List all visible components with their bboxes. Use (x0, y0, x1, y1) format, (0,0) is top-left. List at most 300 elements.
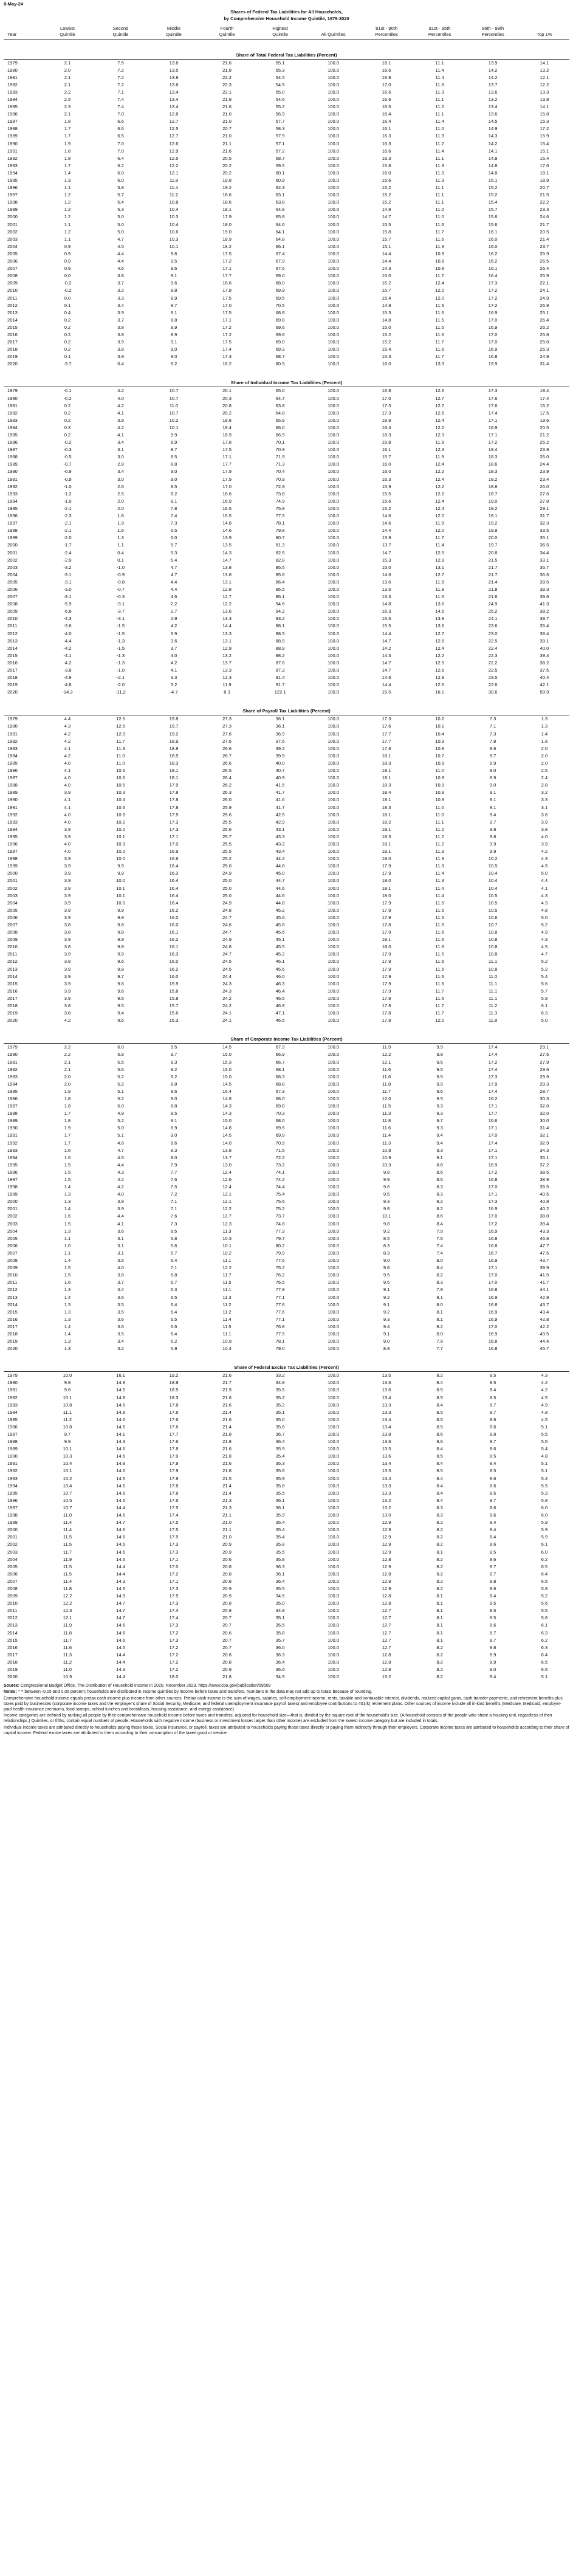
value-cell: 1.5 (64, 1169, 71, 1175)
table-row (4, 1445, 569, 1453)
value-cell: 16.1 (488, 229, 498, 235)
value-cell: 17.5 (222, 309, 232, 315)
value-cell: 35.1 (275, 1615, 285, 1621)
year-cell: 2017 (7, 1651, 18, 1658)
value-cell: 100.0 (328, 768, 340, 774)
value-cell: 100.0 (328, 1380, 340, 1386)
year-cell: 2015 (7, 324, 18, 330)
year-cell: 2003 (7, 1549, 18, 1555)
value-cell: 100.0 (328, 638, 340, 644)
value-cell: 10.7 (63, 1490, 72, 1496)
value-cell: 17.4 (169, 1608, 179, 1614)
value-cell: 14.4 (222, 623, 232, 629)
year-cell: 1982 (7, 738, 18, 744)
value-cell: 18.1 (382, 811, 391, 818)
year-cell: 2015 (7, 652, 18, 658)
value-cell: 1.8 (64, 1095, 71, 1101)
value-cell: 21.6 (222, 1372, 232, 1379)
value-cell: -5.9 (63, 601, 72, 607)
value-cell: 67.6 (275, 266, 285, 272)
table-row (4, 608, 569, 615)
value-cell: 17.5 (222, 250, 232, 257)
value-cell: 4.2 (117, 424, 124, 430)
value-cell: 8.1 (436, 1294, 443, 1300)
value-cell: 2.5 (117, 491, 124, 497)
value-cell: 18.1 (382, 797, 391, 803)
value-cell: 6.6 (117, 119, 124, 125)
value-cell: 11.0 (435, 811, 444, 818)
value-cell: 100.0 (328, 870, 340, 876)
value-cell: 15.2 (382, 339, 391, 345)
value-cell: 8.4 (436, 1446, 443, 1452)
value-cell: 100.0 (328, 498, 340, 504)
value-cell: 5.0 (117, 1125, 124, 1131)
year-cell: 2020 (7, 1018, 18, 1024)
value-cell: 25.1 (540, 309, 549, 315)
table-row (4, 295, 569, 302)
value-cell: 12.0 (382, 1095, 391, 1101)
value-cell: -3.0 (63, 586, 72, 592)
value-cell: 12.0 (435, 295, 444, 301)
value-cell: 0.2 (64, 417, 71, 423)
value-cell: 16.9 (488, 424, 498, 430)
value-cell: 100.0 (328, 1424, 340, 1430)
value-cell: 15.6 (382, 177, 391, 183)
value-cell: 9.0 (170, 476, 177, 482)
value-cell: 17.2 (222, 258, 232, 264)
value-cell: 2.8 (541, 782, 548, 788)
value-cell: 11.2 (435, 841, 444, 847)
value-cell: 12.8 (382, 1593, 391, 1599)
value-cell: 35.0 (275, 1600, 285, 1607)
value-cell: 18.1 (222, 207, 232, 213)
value-cell: 13.4 (382, 1416, 391, 1422)
value-cell: 11.5 (222, 1279, 232, 1286)
value-cell: 87.6 (275, 659, 285, 666)
value-cell: 25.5 (222, 819, 232, 825)
value-cell: 21.3 (222, 1504, 232, 1510)
year-cell: 2016 (7, 659, 18, 666)
table-row (4, 1242, 569, 1250)
year-cell: 2003 (7, 564, 18, 570)
value-cell: 35.5 (275, 1387, 285, 1393)
table-row (4, 1017, 569, 1024)
value-cell: 100.0 (328, 623, 340, 629)
value-cell: 17.3 (382, 402, 391, 408)
value-cell: 20.8 (222, 1563, 232, 1569)
value-cell: 43.7 (540, 1301, 549, 1307)
value-cell: 17.5 (540, 410, 549, 416)
value-cell: 15.8 (169, 995, 179, 1001)
value-cell: 100.0 (328, 447, 340, 453)
value-cell: -0.7 (116, 586, 125, 592)
value-cell: 17.9 (382, 929, 391, 935)
value-cell: 21.2 (540, 432, 549, 438)
value-cell: 10.5 (488, 892, 498, 898)
value-cell: 9.5 (170, 258, 177, 264)
value-cell: 12.8 (382, 1659, 391, 1665)
value-cell: 20.7 (222, 1622, 232, 1628)
value-cell: 9.8 (383, 1221, 390, 1227)
value-cell: 21.6 (222, 148, 232, 154)
value-cell: 11.6 (435, 980, 444, 987)
value-cell: 8.2 (436, 1674, 443, 1680)
value-cell: 35.2 (275, 1402, 285, 1408)
value-cell: 8.5 (489, 1490, 496, 1496)
value-cell: 38.0 (540, 1213, 549, 1219)
value-cell: 35.6 (275, 1424, 285, 1430)
value-cell: 100.0 (328, 288, 340, 294)
value-cell: 3.6 (541, 811, 548, 818)
value-cell: 7.4 (436, 1242, 443, 1248)
value-cell: 17.9 (382, 951, 391, 957)
year-cell: 1997 (7, 1504, 18, 1510)
year-cell: 2005 (7, 250, 18, 257)
value-cell: 15.7 (169, 1003, 179, 1009)
value-cell: 8.8 (170, 461, 177, 467)
value-cell: 11.0 (489, 973, 498, 979)
year-cell: 1979 (7, 1372, 18, 1379)
value-cell: 17.7 (382, 731, 391, 737)
value-cell: 6.5 (541, 1563, 548, 1569)
value-cell: 11.5 (435, 907, 444, 913)
value-cell: 17.0 (488, 331, 498, 337)
value-cell: 17.0 (169, 1563, 179, 1569)
value-cell: 16.0 (382, 361, 391, 367)
value-cell: 8.0 (436, 1331, 443, 1337)
value-cell: 4.8 (541, 1453, 548, 1459)
value-cell: 12.9 (382, 1549, 391, 1555)
value-cell: 6.6 (541, 1667, 548, 1672)
value-cell: 13.3 (540, 89, 549, 95)
value-cell: 1.2 (64, 207, 71, 213)
value-cell: 8.7 (489, 1563, 496, 1569)
value-cell: 12.5 (116, 716, 125, 722)
value-cell: 15.2 (382, 331, 391, 337)
value-cell: -2.1 (63, 528, 72, 534)
value-cell: 69.8 (275, 317, 285, 323)
value-cell: 11.1 (222, 1331, 232, 1337)
value-cell: 1.6 (64, 1154, 71, 1160)
value-cell: 3.9 (117, 309, 124, 315)
year-cell: 1998 (7, 199, 18, 205)
value-cell: 6.0 (541, 1549, 548, 1555)
value-cell: 9.8 (489, 833, 496, 839)
value-cell: 36.9 (275, 731, 285, 737)
value-cell: 100.0 (328, 1585, 340, 1591)
value-cell: 100.0 (328, 804, 340, 810)
value-cell: 14.6 (116, 1527, 125, 1533)
value-cell: 4.1 (117, 410, 124, 416)
value-cell: 23.5 (488, 675, 498, 681)
value-cell: 13.2 (540, 67, 549, 73)
value-cell: 66.0 (275, 424, 285, 430)
value-cell: 9.1 (383, 1301, 390, 1307)
value-cell: 13.5 (382, 1372, 391, 1379)
value-cell: 11.1 (435, 96, 444, 102)
value-cell: 3.8 (64, 929, 71, 935)
value-cell: 80.2 (275, 1242, 285, 1248)
year-cell: 2009 (7, 1593, 18, 1599)
value-cell: -3.1 (116, 601, 125, 607)
value-cell: 4.2 (117, 388, 124, 394)
value-cell: 11.9 (435, 454, 444, 460)
value-cell: 8.6 (489, 1512, 496, 1518)
value-cell: 21.0 (222, 133, 232, 139)
value-cell: 13.6 (382, 1380, 391, 1386)
table-row (4, 103, 569, 111)
value-cell: 41.5 (540, 1272, 549, 1278)
value-cell: 5.9 (170, 1346, 177, 1352)
value-cell: 18.1 (382, 826, 391, 832)
value-cell: 12.5 (435, 549, 444, 556)
value-cell: 9.9 (436, 1081, 443, 1087)
value-cell: 11.5 (435, 951, 444, 957)
value-cell: 13.3 (435, 361, 444, 367)
value-cell: 8.6 (436, 1169, 443, 1175)
column-header: Middle Quintile (147, 22, 201, 40)
year-cell: 2013 (7, 1622, 18, 1628)
value-cell: 24.5 (222, 959, 232, 965)
value-cell: 11.9 (435, 520, 444, 526)
value-cell: 11.4 (435, 885, 444, 891)
value-cell: 4.1 (117, 432, 124, 438)
value-cell: 31.4 (540, 1125, 549, 1131)
value-cell: 12.8 (382, 1556, 391, 1562)
value-cell: 5.9 (541, 995, 548, 1001)
value-cell: -1.3 (116, 659, 125, 666)
value-cell: 8.8 (170, 1103, 177, 1109)
value-cell: 78.1 (275, 520, 285, 526)
value-cell: 16.8 (488, 1338, 498, 1345)
table-row (4, 1162, 569, 1169)
value-cell: 25.5 (222, 849, 232, 855)
value-cell: 9.5 (436, 1095, 443, 1101)
table-row (4, 1235, 569, 1242)
section-title-row (4, 40, 569, 59)
value-cell: 9.3 (383, 1199, 390, 1205)
value-cell: 14.1 (540, 60, 549, 66)
value-cell: 35.6 (275, 1468, 285, 1474)
value-cell: 4.4 (541, 878, 548, 884)
value-cell: 2.5 (64, 96, 71, 102)
year-cell: 2014 (7, 317, 18, 323)
value-cell: 100.0 (328, 1184, 340, 1190)
value-cell: 16.0 (488, 243, 498, 249)
table-row (4, 287, 569, 294)
value-cell: 100.0 (328, 491, 340, 497)
value-cell: 6.4 (541, 1651, 548, 1658)
value-cell: 16.1 (169, 929, 179, 935)
year-cell: 1997 (7, 520, 18, 526)
value-cell: 75.2 (275, 1265, 285, 1271)
value-cell: 5.7 (170, 1250, 177, 1256)
value-cell: 17.0 (488, 339, 498, 345)
table-row (4, 1154, 569, 1162)
value-cell: 69.0 (275, 339, 285, 345)
value-cell: 14.3 (116, 1578, 125, 1584)
value-cell: 12.7 (222, 1213, 232, 1219)
value-cell: 26.5 (540, 258, 549, 264)
value-cell: 14.4 (382, 258, 391, 264)
value-cell: 11.3 (435, 863, 444, 869)
value-cell: 12.4 (435, 498, 444, 504)
value-cell: 9.3 (436, 1125, 443, 1131)
value-cell: 17.9 (382, 980, 391, 987)
value-cell: 14.6 (222, 528, 232, 534)
value-cell: 13.5 (222, 542, 232, 548)
value-cell: 5.9 (541, 1527, 548, 1533)
value-cell: 12.4 (435, 645, 444, 651)
value-cell: 91.4 (275, 675, 285, 681)
value-cell: 5.1 (541, 1461, 548, 1467)
value-cell: 14.6 (116, 1549, 125, 1555)
value-cell: 15.8 (382, 162, 391, 168)
value-cell: 100.0 (328, 1095, 340, 1101)
value-cell: 35.7 (540, 564, 549, 570)
value-cell: 73.7 (275, 1213, 285, 1219)
table-row (4, 1010, 569, 1017)
value-cell: 10.4 (488, 870, 498, 876)
year-cell: 1992 (7, 1140, 18, 1146)
table-row (4, 439, 569, 446)
value-cell: 100.0 (328, 1287, 340, 1293)
value-cell: 10.8 (169, 199, 179, 205)
year-cell: 1992 (7, 483, 18, 489)
value-cell: 9.2 (383, 1228, 390, 1234)
value-cell: 16.0 (169, 973, 179, 979)
year-cell: 1982 (7, 410, 18, 416)
value-cell: 15.6 (169, 1010, 179, 1016)
value-cell: 8.7 (170, 447, 177, 453)
value-cell: 5.1 (541, 1468, 548, 1474)
value-cell: 21.6 (222, 60, 232, 66)
value-cell: 12.7 (382, 1644, 391, 1650)
value-cell: 100.0 (328, 557, 340, 563)
value-cell: 24.4 (222, 973, 232, 979)
source-line (4, 1683, 569, 1689)
value-cell: 2.1 (64, 1059, 71, 1065)
value-cell: 0.1 (64, 354, 71, 360)
value-cell: 3.8 (64, 1003, 71, 1009)
table-row (4, 1183, 569, 1191)
value-cell: 17.2 (488, 1221, 498, 1227)
table-row (4, 900, 569, 907)
value-cell: 20.6 (222, 1556, 232, 1562)
year-cell: 2007 (7, 1578, 18, 1584)
value-cell: 32.3 (540, 520, 549, 526)
value-cell: 100.0 (328, 579, 340, 585)
value-cell: 18.6 (222, 192, 232, 198)
value-cell: 14.6 (116, 1416, 125, 1422)
value-cell: 23.4 (540, 476, 549, 482)
value-cell: 100.0 (328, 892, 340, 898)
table-row (4, 1345, 569, 1352)
value-cell: 17.3 (222, 354, 232, 360)
value-cell: 16.2 (169, 937, 179, 943)
value-cell: -11.2 (115, 689, 126, 695)
table-row (4, 579, 569, 586)
value-cell: 4.1 (117, 1221, 124, 1227)
value-cell: 25.7 (222, 833, 232, 839)
value-cell: 36.1 (275, 723, 285, 729)
value-cell: 9.0 (170, 354, 177, 360)
value-cell: 4.9 (117, 1111, 124, 1117)
value-cell: 14.8 (116, 1380, 125, 1386)
value-cell: 17.9 (382, 863, 391, 869)
value-cell: 15.3 (222, 1059, 232, 1065)
value-cell: 5.2 (541, 1593, 548, 1599)
value-cell: 12.9 (222, 645, 232, 651)
value-cell: 100.0 (328, 1147, 340, 1153)
value-cell: 27.9 (540, 1059, 549, 1065)
table-row (4, 250, 569, 258)
value-cell: 3.4 (117, 439, 124, 446)
value-cell: 15.3 (382, 557, 391, 563)
value-cell: 69.5 (275, 1125, 285, 1131)
value-cell: 14.1 (540, 104, 549, 110)
value-cell: 24.8 (222, 944, 232, 950)
value-cell: 6.4 (170, 1301, 177, 1307)
value-cell: -3.1 (63, 594, 72, 600)
value-cell: 6.0 (541, 1504, 548, 1510)
value-cell: 19.0 (488, 498, 498, 504)
value-cell: 8.2 (436, 1578, 443, 1584)
value-cell: 9.1 (170, 1118, 177, 1124)
value-cell: 13.3 (222, 667, 232, 673)
value-cell: 25.8 (540, 331, 549, 337)
value-cell: 10.5 (116, 811, 125, 818)
value-cell: 10.3 (116, 841, 125, 847)
value-cell: 11.3 (63, 1651, 72, 1658)
value-cell: 9.8 (489, 826, 496, 832)
value-cell: 9.7 (64, 1431, 71, 1437)
value-cell: -1.5 (116, 645, 125, 651)
value-cell: 14.3 (222, 549, 232, 556)
year-cell: 1996 (7, 1169, 18, 1175)
value-cell: 18.0 (382, 856, 391, 862)
value-cell: 5.2 (541, 922, 548, 928)
value-cell: 10.7 (169, 410, 179, 416)
value-cell: 1.4 (541, 731, 548, 737)
value-cell: 14.2 (382, 645, 391, 651)
value-cell: 3.8 (117, 1272, 124, 1278)
year-cell: 2014 (7, 1630, 18, 1636)
value-cell: 11.1 (435, 192, 444, 198)
value-cell: 11.2 (222, 1301, 232, 1307)
value-cell: 16.9 (169, 849, 179, 855)
value-cell: 10.2 (169, 417, 179, 423)
value-cell: 40.4 (540, 675, 549, 681)
value-cell: 12.2 (222, 1206, 232, 1212)
value-cell: 100.0 (328, 1169, 340, 1175)
value-cell: 11.9 (222, 682, 232, 688)
year-cell: 2007 (7, 922, 18, 928)
value-cell: 13.4 (488, 104, 498, 110)
value-cell: 20.7 (222, 1615, 232, 1621)
value-cell: 10.8 (488, 929, 498, 935)
value-cell: 0.1 (117, 557, 124, 563)
value-cell: 11.4 (382, 1132, 391, 1138)
value-cell: 8.6 (489, 1416, 496, 1422)
value-cell: -3.7 (116, 608, 125, 615)
value-cell: 12.0 (435, 528, 444, 534)
year-cell: 1981 (7, 1059, 18, 1065)
table-row (4, 819, 569, 826)
value-cell: 8.2 (436, 1651, 443, 1658)
value-cell: 8.2 (436, 1644, 443, 1650)
value-cell: 36.3 (275, 1651, 285, 1658)
